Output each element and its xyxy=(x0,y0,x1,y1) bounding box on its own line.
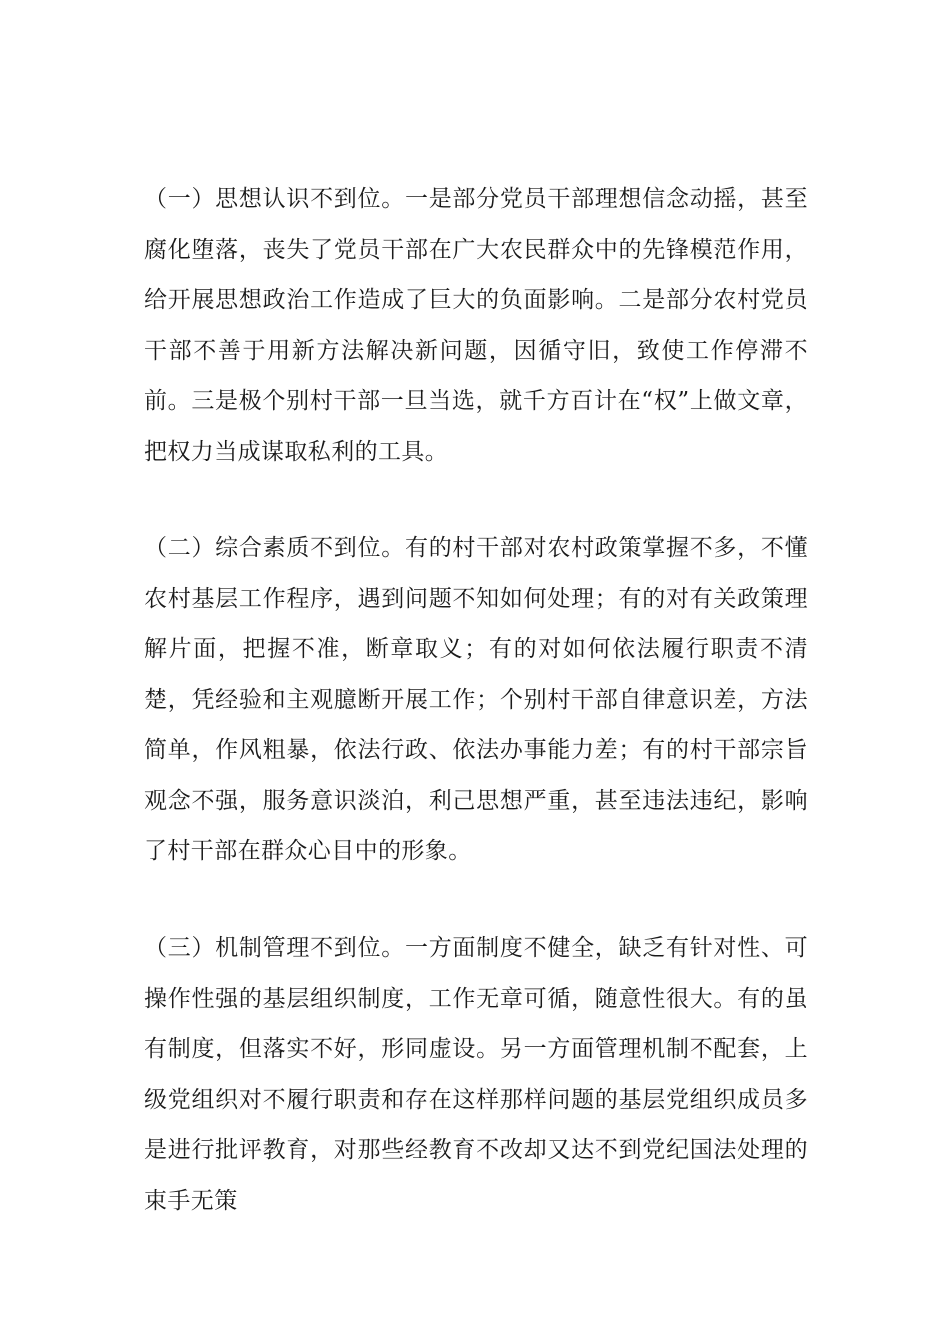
paragraph-thought-awareness: （一）思想认识不到位。一是部分党员干部理想信念动摇，甚至腐化堕落，丧失了党员干部在广大农民群众中的先锋模范作用，给开展思想政治工作造成了巨大的负面影响。二是部分农村党员干部不善于用新方法解决新问题，因循守旧，致使工作停滞不前。三是极个别村干部一旦当选，就千方百计在“权”上做文章，把权力当成谋取私利的工具。 xyxy=(144,186,808,465)
paragraph-overall-quality: （二）综合素质不到位。有的村干部对农村政策掌握不多，不懂农村基层工作程序，遇到问题不知如何处理；有的对有关政策理解片面，把握不准，断章取义；有的对如何依法履行职责不清楚，凭经验和主观臆断开展工作；个别村干部自律意识差，方法简单，作风粗暴，依法行政、依法办事能力差；有的村干部宗旨观念不强，服务意识淡泊，利己思想严重，甚至违法违纪，影响了村干部在群众心目中的形象。 xyxy=(144,535,808,864)
paragraph-mechanism-management: （三）机制管理不到位。一方面制度不健全，缺乏有针对性、可操作性强的基层组织制度，工作无章可循，随意性很大。有的虽有制度，但落实不好，形同虚设。另一方面管理机制不配套，上级党组织对不履行职责和存在这样那样问题的基层党组织成员多是进行批评教育，对那些经教育不改却又达不到党纪国法处理的束手无策 xyxy=(144,935,808,1214)
